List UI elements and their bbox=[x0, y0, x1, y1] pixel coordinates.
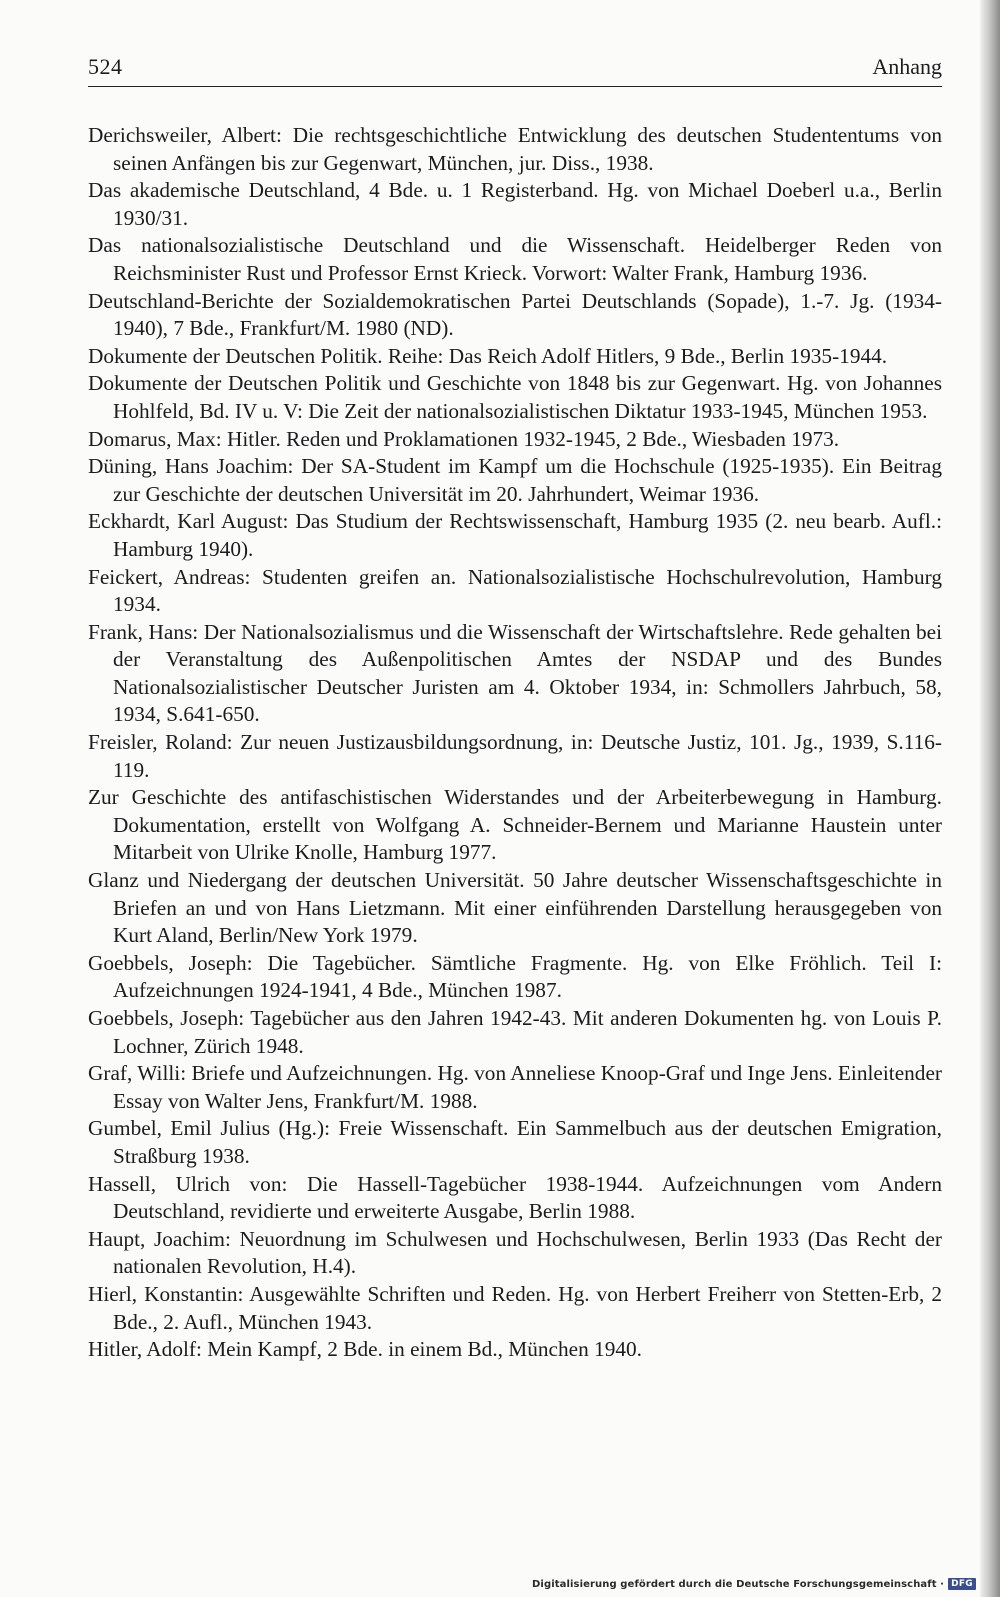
bibliography-entry: Graf, Willi: Briefe und Aufzeichnungen. Hg. von Anneliese Knoop-Graf und Inge Jens. Einleitender Essay von Walter Jens, Frankfurt/M. 1988. bbox=[88, 1061, 942, 1113]
bibliography-entry: Eckhardt, Karl August: Das Studium der Rechtswissenschaft, Hamburg 1935 (2. neu bearb. Aufl.: Hamburg 1940). bbox=[88, 509, 942, 561]
bibliography-entry: Derichsweiler, Albert: Die rechtsgeschichtliche Entwicklung des deutschen Studententums von seinen Anfängen bis zur Gegenwart, München, jur. Diss., 1938. bbox=[88, 123, 942, 175]
bibliography-entry: Freisler, Roland: Zur neuen Justizausbildungsordnung, in: Deutsche Justiz, 101. Jg., 1939, S.116-119. bbox=[88, 730, 942, 782]
bibliography-entry: Gumbel, Emil Julius (Hg.): Freie Wissenschaft. Ein Sammelbuch aus der deutschen Emigration, Straßburg 1938. bbox=[88, 1116, 942, 1168]
bibliography-entry: Frank, Hans: Der Nationalsozialismus und die Wissenschaft der Wirtschaftslehre. Rede gehalten bei der Veranstaltung des Außenpolitischen Amtes der NSDAP und des Bundes Nationalsozialistischer Deutscher Juristen am 4. Oktober 1934, in: Schmollers Jahrbuch, 58, 1934, S.641-650. bbox=[88, 619, 942, 727]
dfg-logo: DFG bbox=[948, 1578, 976, 1590]
bibliography-entry: Hierl, Konstantin: Ausgewählte Schriften und Reden. Hg. von Herbert Freiherr von Stetten-Erb, 2 Bde., 2. Aufl., München 1943. bbox=[88, 1281, 942, 1334]
running-head: Anhang bbox=[872, 54, 942, 79]
page-header bbox=[88, 52, 942, 87]
bibliography-entry: Das nationalsozialistische Deutschland und die Wissenschaft. Heidelberger Reden von Reichsminister Rust und Professor Ernst Krieck. Vorwort: Walter Frank, Hamburg 1936. bbox=[88, 233, 942, 285]
footer-credit: Digitalisierung gefördert durch die Deutsche Forschungsgemeinschaft · bbox=[532, 1578, 945, 1590]
bibliography-entry: Zur Geschichte des antifaschistischen Widerstandes und der Arbeiterbewegung in Hamburg. Dokumentation, erstellt von Wolfgang A. Schneider-Bernem und Marianne Haustein unter Mitarbeit von Ulrike Knolle, Hamburg 1977. bbox=[88, 785, 942, 865]
bibliography-list bbox=[88, 122, 942, 1364]
bibliography-entry: Goebbels, Joseph: Die Tagebücher. Sämtliche Fragmente. Hg. von Elke Fröhlich. Teil I: Aufzeichnungen 1924-1941, 4 Bde., München 1987. bbox=[88, 950, 942, 1003]
bibliography-entry: Das akademische Deutschland, 4 Bde. u. 1 Registerband. Hg. von Michael Doeberl u.a., Berlin 1930/31. bbox=[88, 178, 942, 230]
bibliography-entry: Hassell, Ulrich von: Die Hassell-Tagebücher 1938-1944. Aufzeichnungen vom Andern Deutschland, revidierte und erweiterte Ausgabe, Berlin 1988. bbox=[88, 1171, 942, 1224]
bibliography-entry: Haupt, Joachim: Neuordnung im Schulwesen und Hochschulwesen, Berlin 1933 (Das Recht der nationalen Revolution, H.4). bbox=[88, 1226, 942, 1279]
bibliography-entry: Dokumente der Deutschen Politik. Reihe: Das Reich Adolf Hitlers, 9 Bde., Berlin 1935-1944. bbox=[88, 343, 888, 368]
bibliography-entry: Domarus, Max: Hitler. Reden und Proklamationen 1932-1945, 2 Bde., Wiesbaden 1973. bbox=[88, 426, 840, 451]
bibliography-entry: Dokumente der Deutschen Politik und Geschichte von 1848 bis zur Gegenwart. Hg. von Johannes Hohlfeld, Bd. IV u. V: Die Zeit der nationalsozialistischen Diktatur 1933-1945, München 1953. bbox=[88, 371, 942, 423]
bibliography-entry: Düning, Hans Joachim: Der SA-Student im Kampf um die Hochschule (1925-1935). Ein Beitrag zur Geschichte der deutschen Universität im 20. Jahrhundert, Weimar 1936. bbox=[88, 454, 942, 506]
bibliography-entry: Goebbels, Joseph: Tagebücher aus den Jahren 1942-43. Mit anderen Dokumenten hg. von Louis P. Lochner, Zürich 1948. bbox=[88, 1006, 942, 1058]
bibliography-entry: Feickert, Andreas: Studenten greifen an. Nationalsozialistische Hochschulrevolution, Hamburg 1934. bbox=[88, 564, 942, 617]
bibliography-entry: Deutschland-Berichte der Sozialdemokratischen Partei Deutschlands (Sopade), 1.-7. Jg. (1934-1940), 7 Bde., Frankfurt/M. 1980 (ND). bbox=[88, 288, 942, 341]
digitization-footer bbox=[532, 1575, 976, 1593]
bibliography-entry: Hitler, Adolf: Mein Kampf, 2 Bde. in einem Bd., München 1940. bbox=[88, 1337, 642, 1362]
page-edge-shadow bbox=[980, 0, 1000, 1597]
page-number: 524 bbox=[88, 54, 123, 79]
bibliography-entry: Glanz und Niedergang der deutschen Universität. 50 Jahre deutscher Wissenschaftsgeschichte in Briefen an und von Hans Lietzmann. Mit einer einführenden Darstellung herausgegeben von Kurt Aland, Berlin/New York 1979. bbox=[88, 868, 942, 948]
